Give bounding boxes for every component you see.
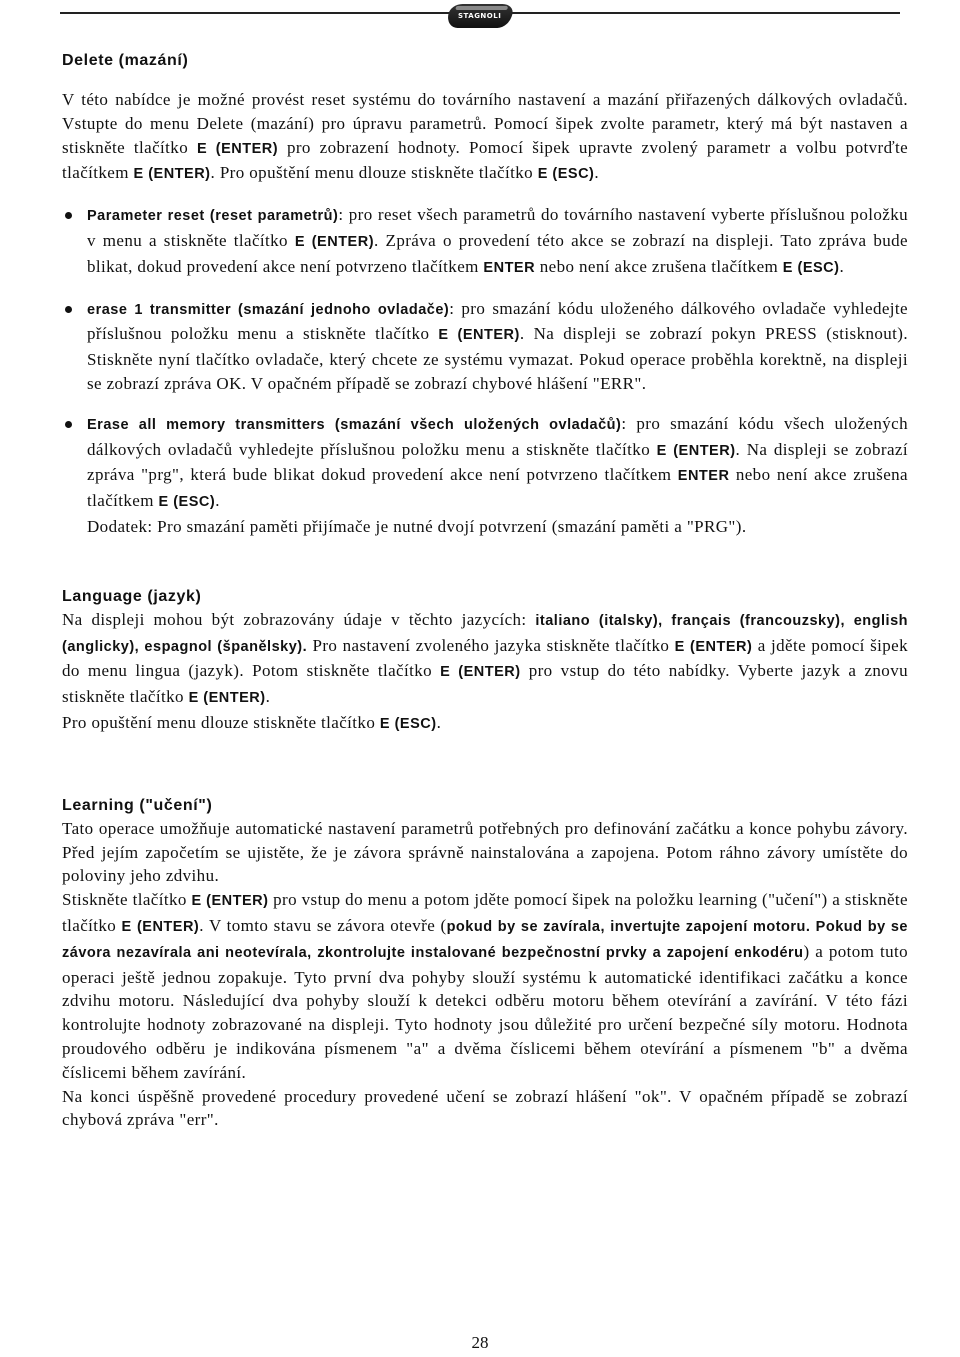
text-run: . (839, 256, 845, 276)
text-run: Pro nastavení zvoleného jazyka stiskněte tlačítko (307, 635, 675, 655)
bold-text-run: E (ENTER) (438, 327, 520, 344)
section-heading-learning: Learning ("učení") (62, 796, 213, 814)
text-run: Dodatek: Pro smazání paměti přijímače je nutné dvojí potvrzení (smazání paměti a "PRG"). (87, 516, 747, 536)
list-item-parameter-reset (62, 203, 908, 280)
text-run: nebo není akce zrušena tlačítkem (87, 465, 908, 511)
bold-text-run: E (ENTER) (440, 664, 521, 681)
text-run: Na konci úspěšně provedené procedury provedené učení se zobrazí hlášení "ok". V opačném případě se zobrazí chybová zpráva "err". (62, 1086, 908, 1130)
text-run: . Na displeji se zobrazí zpráva "prg", která bude blikat dokud provedení akce není potvrzeno tlačítkem (87, 439, 908, 485)
text-run: . V tomto stavu se závora otevře ( (199, 915, 447, 935)
page-number: 28 (471, 1333, 489, 1352)
text-run: Na displeji mohou být zobrazovány údaje v těchto jazycích: (62, 609, 536, 629)
bold-text-run: E (ENTER) (656, 442, 736, 459)
learning-body (62, 817, 908, 1132)
text-run: . (594, 163, 600, 183)
text-run: Pro opuštění menu dlouze stiskněte tlačítko (62, 712, 380, 732)
list-item-text (87, 205, 908, 276)
bold-text-run: ENTER (483, 259, 536, 276)
brand-logo (445, 4, 514, 28)
text-run: . Na displeji se zobrazí pokyn PRESS (stisknout). Stiskněte nyní tlačítko ovladače, který chcete ze systému vymazat. Pokud operace proběhla korektně, na displeji se zobrazí zpráva OK. V opačném případě se zobrazí chybové hlášení "ERR". (87, 324, 908, 393)
text-run: : pro smazání kódu uloženého dálkového ovladače vyhledejte příslušnou položku menu a stiskněte tlačítko (87, 298, 908, 344)
text-run: . (265, 687, 271, 707)
bold-text-run: E (ESC) (782, 259, 840, 276)
bullet-dot (65, 306, 72, 313)
bold-text-run: erase 1 transmitter (smazání jednoho ovladače) (87, 301, 450, 318)
text-run: . Zpráva o provedení této akce se zobrazí na displeji. Tato zpráva bude blikat, dokud provedení akce není potvrzeno tlačítkem (87, 230, 909, 276)
delete-intro (62, 88, 908, 187)
text-run: Tato operace umožňuje automatické nastavení parametrů potřebných pro definování začátku a konce pohybu závory. Před jejím započetím se ujistěte, že je závora správně nainstalována a zapojena. Potom ráhno závory umístěte do poloviny jeho zdvihu. (62, 818, 908, 886)
document-body (62, 50, 908, 1132)
list-item-erase-one (62, 297, 908, 396)
section-heading-delete: Delete (mazání) (62, 52, 189, 69)
text-run: : pro reset všech parametrů do továrního nastavení vyberte příslušnou položku v menu a stiskněte tlačítko (87, 205, 908, 250)
text-run: . Pro opuštění menu dlouze stiskněte tlačítko (210, 163, 538, 183)
bold-text-run: italiano (italsky), français (francouzsky), english (anglicky), espagnol (španělsky). (62, 612, 909, 655)
text-run: pro vstup do této nabídky. Vyberte jazyk a znovu stiskněte tlačítko (62, 661, 908, 707)
bullet-dot (65, 212, 72, 219)
text-run: ) a potom tuto operaci ještě jednou zopakuje. Tyto první dva pohyby slouží systému k automatické identifikaci začátku a konce zdvihu motoru. Následující dva pohyby slouží k detekci odběru motoru během otevírání a zavírání. V této fázi kontrolujte hodnoty zobrazované na displeji. Tyto hodnoty jsou důležité pro určení bezpečné síly motoru. Hodnota proudového odběru je indikována písmenem "a" a dvěma číslicemi během otevírání a písmenem "b" a dvěma číslicemi během zavírání. (62, 941, 908, 1082)
text-run: pro vstup do menu a potom jděte pomocí šipek na položku learning ("učení") a stiskněte tlačítko (62, 890, 908, 935)
text-run: . (436, 712, 442, 732)
text-run: V této nabídce je možné provést reset systému do továrního nastavení a mazání přiřazených dálkových ovladačů. Vstupte do menu Delete (mazání) pro úpravu parametrů. Pomocí šipek zvolte parametr, který má být nastaven a stiskněte tlačítko (62, 90, 908, 157)
text-run: a jděte pomocí šipek do menu lingua (jazyk). Potom stiskněte tlačítko (62, 635, 908, 681)
bold-text-run: E (ESC) (537, 166, 595, 183)
section-heading-language: Language (jazyk) (62, 587, 202, 605)
bold-text-run: E (ENTER) (191, 893, 269, 910)
bold-text-run: E (ESC) (158, 494, 216, 511)
bold-text-run: pokud by se zavírala, invertujte zapojení motoru. Pokud by se závora nezavírala ani neotevírala, zkontrolujte instalované bezpečnostní prvky a zapojení enkodéru (62, 918, 908, 961)
bold-text-run: E (ENTER) (196, 140, 279, 157)
text-run: Stiskněte tlačítko (62, 890, 192, 910)
logo-text: STAGNOLI (458, 12, 502, 20)
bold-text-run: E (ESC) (379, 715, 437, 732)
bold-text-run: ENTER (677, 468, 730, 485)
list-item-text (87, 299, 908, 393)
text-run: : pro smazání kódu všech uložených dálkových ovladačů vyhledejte příslušnou položku menu a stiskněte tlačítko (87, 413, 908, 459)
bold-text-run: E (ENTER) (133, 166, 211, 183)
bold-text-run: E (ENTER) (121, 918, 200, 935)
bold-text-run: Parameter reset (reset parametrů) (87, 208, 339, 225)
language-body (62, 608, 908, 737)
bold-text-run: Erase all memory transmitters (smazání všech uložených ovladačů) (87, 416, 622, 433)
bold-text-run: E (ENTER) (294, 233, 375, 250)
list-item-text (87, 414, 908, 536)
bold-text-run: E (ENTER) (188, 690, 266, 707)
logo-swoosh (455, 6, 508, 10)
bullet-dot (65, 421, 72, 428)
list-item-erase-all (62, 412, 908, 539)
bold-text-run: E (ENTER) (674, 638, 753, 655)
text-run: . (215, 491, 220, 511)
text-run: nebo není akce zrušena tlačítkem (535, 256, 783, 276)
text-run: pro zobrazení hodnoty. Pomocí šipek upravte zvolený parametr a volbu potvrďte tlačítkem (62, 137, 909, 183)
